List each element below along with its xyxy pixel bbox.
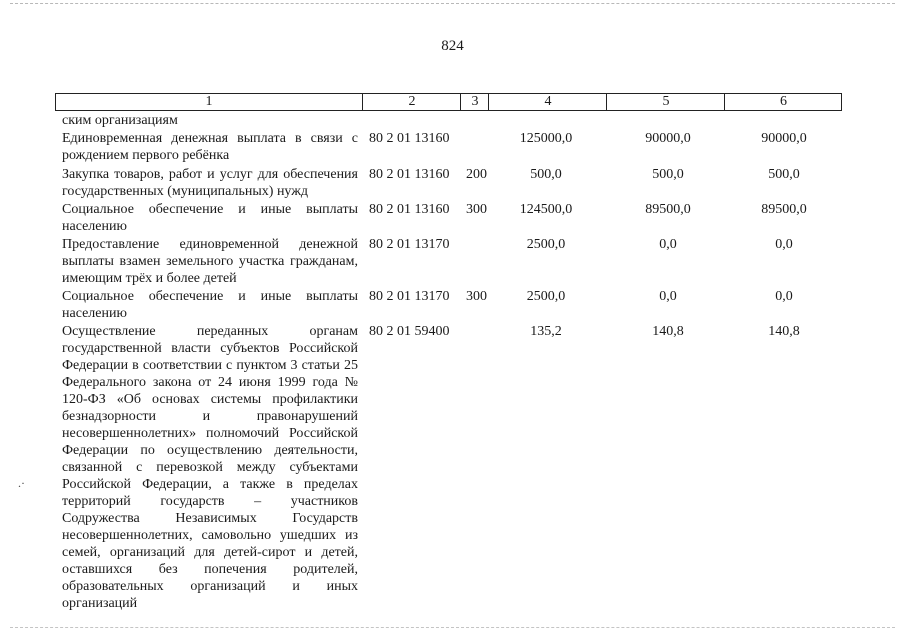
row-value-col4: 500,0 (530, 167, 562, 182)
row-value-col5: 140,8 (652, 324, 684, 339)
row-code: 80 2 01 13160 (369, 202, 450, 217)
row-value-col4: 125000,0 (519, 131, 573, 146)
row-value-col6: 0,0 (775, 237, 793, 252)
row-value-col5: 500,0 (652, 167, 684, 182)
scan-speck: .· (18, 476, 25, 490)
table-row (0, 112, 905, 130)
row-value-col5: 0,0 (659, 237, 677, 252)
row-value-col5: 0,0 (659, 289, 677, 304)
row-expense-type: 300 (466, 202, 487, 217)
table-row (0, 201, 905, 236)
page-number: 824 (441, 38, 464, 54)
row-description: ским организациям (62, 113, 178, 128)
table-row (0, 236, 905, 288)
row-description: Осуществление переданных органам государственной власти субъектов Российской Федерации в соответствии с пунктом 3 статьи 25 Федерального закона от 24 июня 1999 года № 120-ФЗ «Об основах системы профилактики безнадзорности и правонарушений несовершеннолетних» полномочий Российской Федерации по осуществлению деятельности, связанной с перевозкой между субъектами Российской Федерации, а также в пределах территорий государств – участников Содружества Независимых Государств несовершеннолетних, самовольно ушедших из семей, организаций для детей-сирот и детей, оставшихся без попечения родителей, образовательных организаций и иных организаций (62, 324, 358, 611)
row-code: 80 2 01 13160 (369, 167, 450, 182)
row-value-col6: 89500,0 (761, 202, 807, 217)
row-code: 80 2 01 13170 (369, 237, 450, 252)
header-col-1: 1 (205, 94, 213, 109)
row-value-col4: 124500,0 (519, 202, 573, 217)
row-value-col4: 135,2 (530, 324, 562, 339)
scan-edge-top (10, 3, 895, 4)
row-value-col6: 500,0 (768, 167, 800, 182)
row-value-col6: 140,8 (768, 324, 800, 339)
row-description: Социальное обеспечение и иные выплаты населению (62, 289, 358, 321)
table-row (0, 288, 905, 323)
table-row (0, 130, 905, 166)
row-expense-type: 300 (466, 289, 487, 304)
row-expense-type: 200 (466, 167, 487, 182)
scan-edge-bottom (10, 627, 895, 628)
table-row (0, 323, 905, 611)
header-col-5: 5 (606, 94, 725, 110)
row-code: 80 2 01 59400 (369, 324, 450, 339)
header-col-2: 2 (362, 94, 461, 110)
header-col-3: 3 (460, 94, 489, 110)
row-description: Единовременная денежная выплата в связи с рождением первого ребёнка (62, 131, 358, 163)
row-value-col5: 89500,0 (645, 202, 691, 217)
header-col-4: 4 (488, 94, 607, 110)
table-header (55, 93, 842, 111)
row-value-col4: 2500,0 (526, 289, 566, 304)
header-col-6: 6 (724, 94, 842, 110)
row-description: Закупка товаров, работ и услуг для обеспечения государственных (муниципальных) нужд (62, 167, 358, 199)
row-value-col6: 90000,0 (761, 131, 807, 146)
row-value-col5: 90000,0 (645, 131, 691, 146)
row-description: Предоставление единовременной денежной выплаты взамен земельного участка гражданам, имеющим трёх и более детей (62, 237, 358, 286)
row-description: Социальное обеспечение и иные выплаты населению (62, 202, 358, 234)
row-value-col4: 2500,0 (526, 237, 566, 252)
table-row (0, 166, 905, 201)
row-code: 80 2 01 13170 (369, 289, 450, 304)
row-value-col6: 0,0 (775, 289, 793, 304)
row-code: 80 2 01 13160 (369, 131, 450, 146)
table-body (0, 112, 905, 611)
